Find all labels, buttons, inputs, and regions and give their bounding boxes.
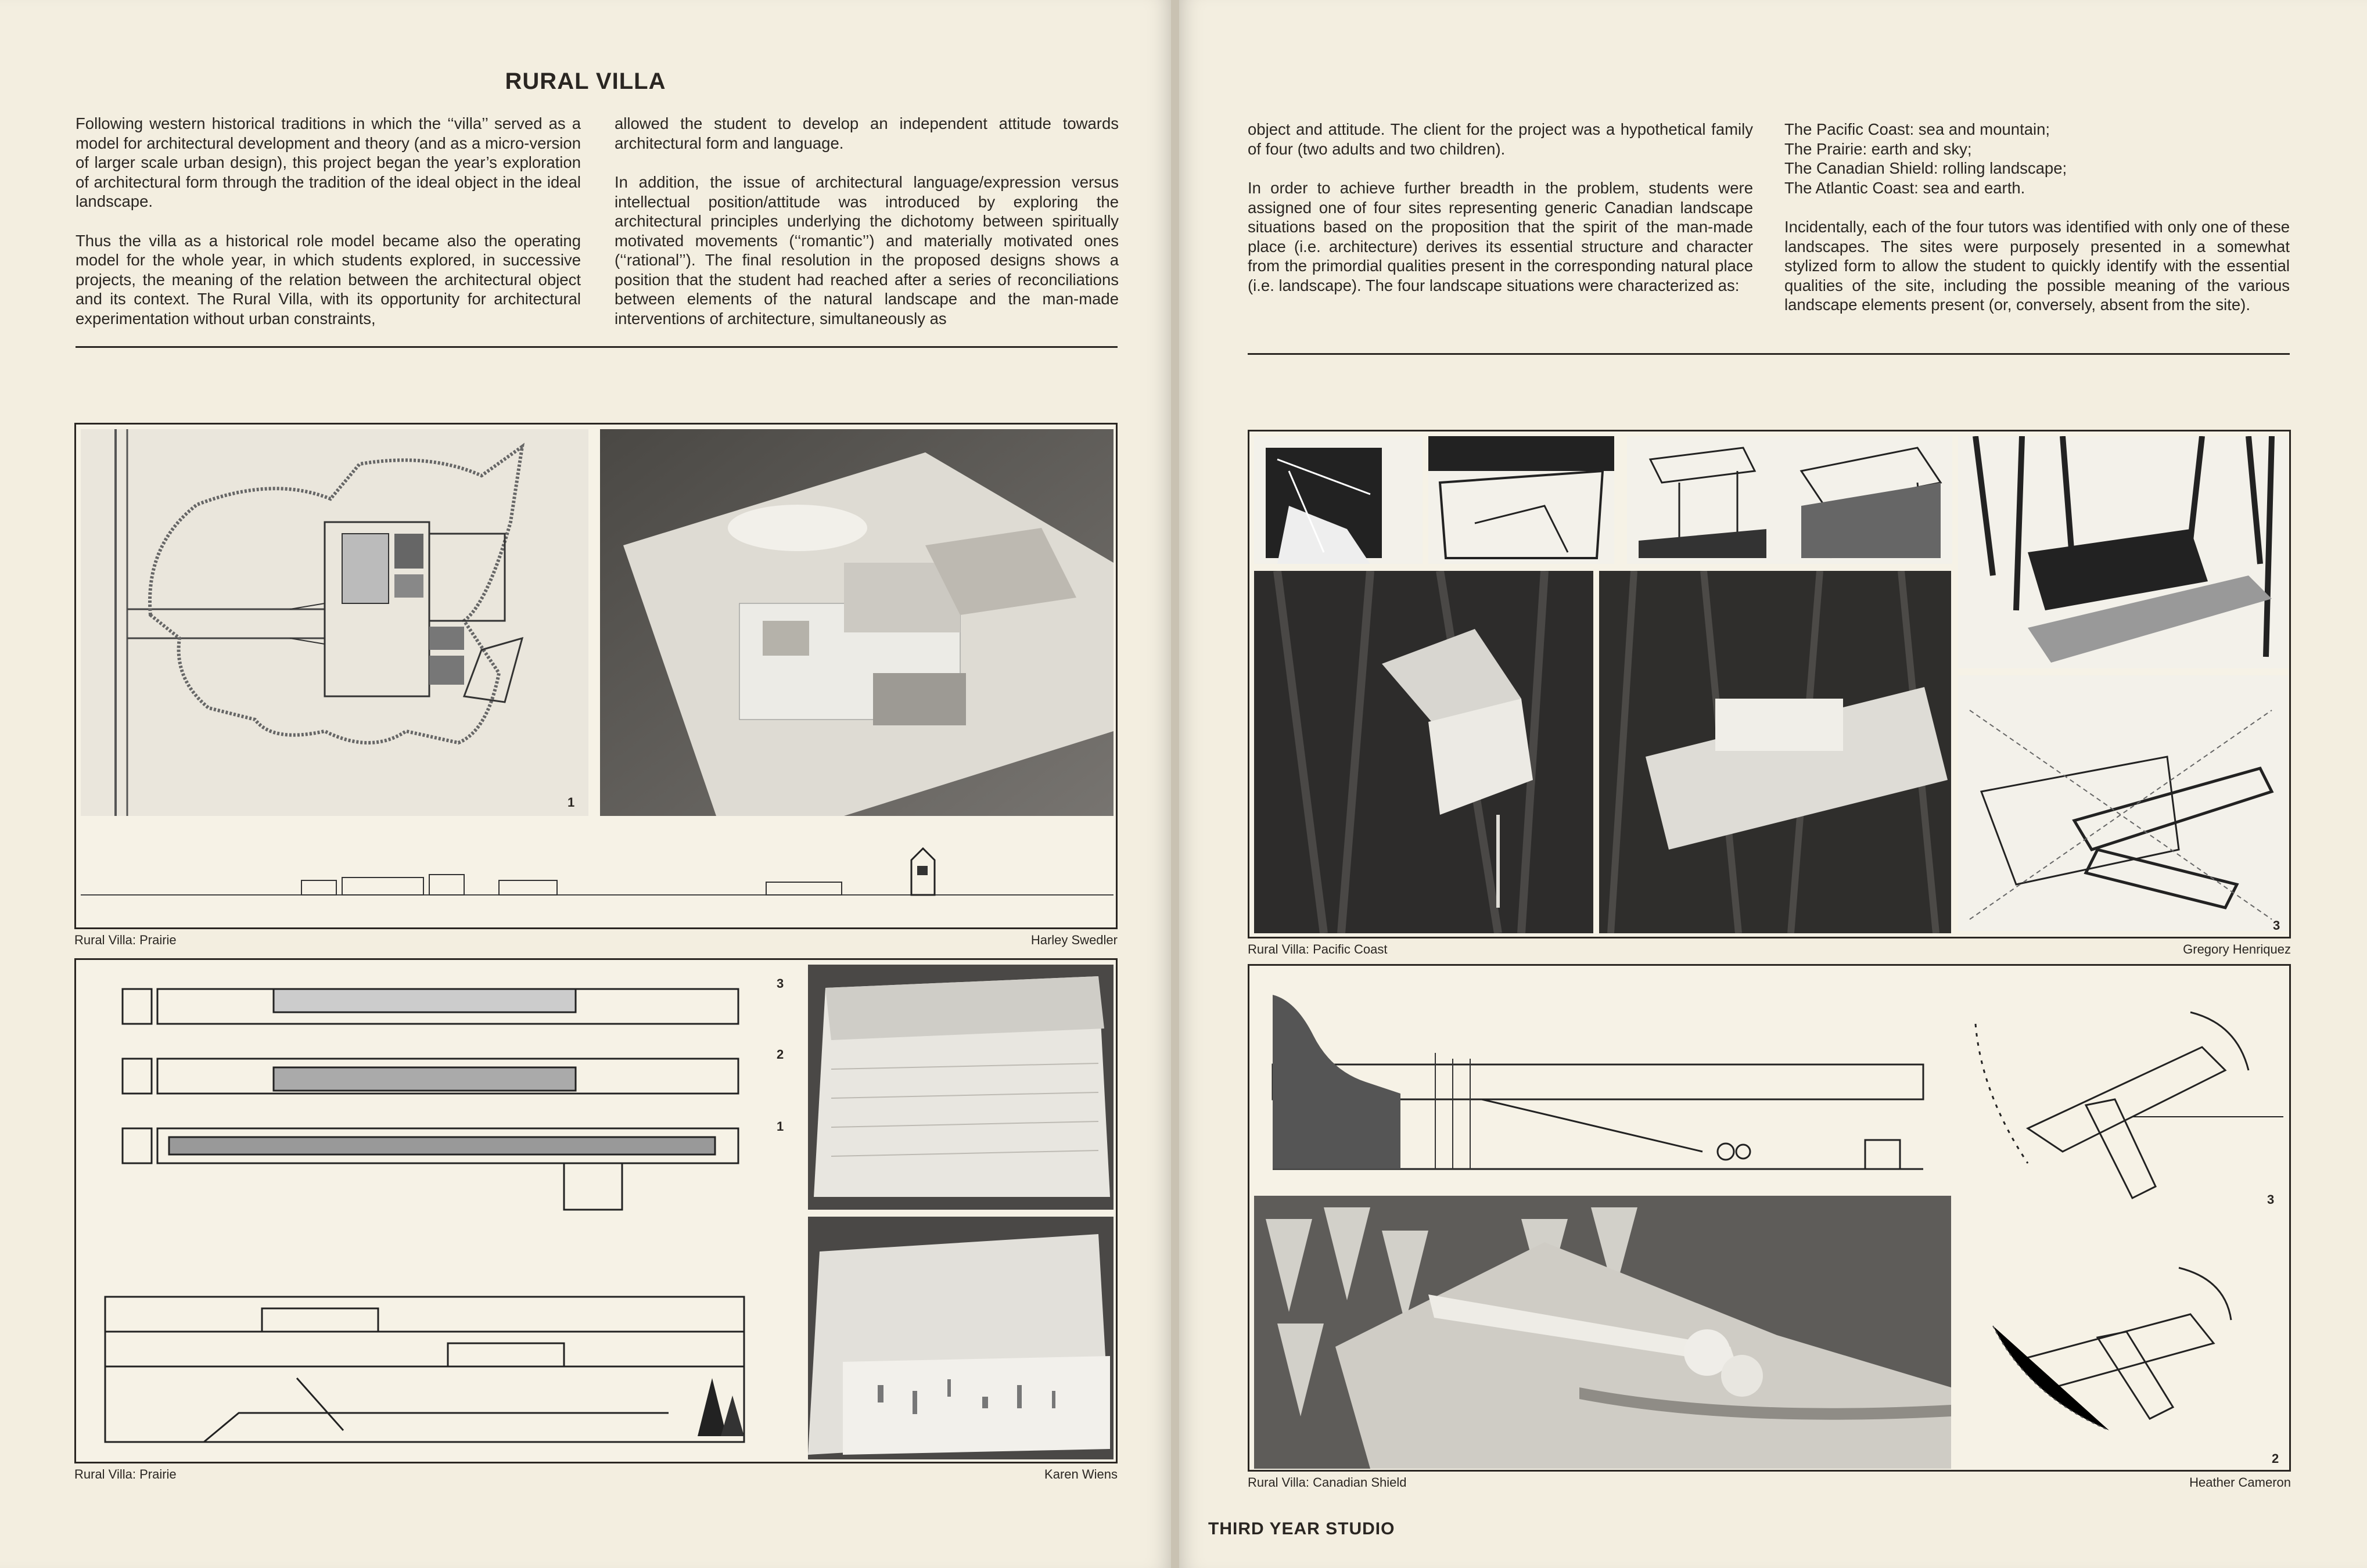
paragraph: Following western historical traditions in which the ‘‘villa’’ served as a model for architectural development and theory (and as a micro-version of larger scale urban design), this project began the year’s exploration of architectural form through the tradition of the ideal object in the ideal landscape. [76,114,581,210]
right-text-column-1 [1248,120,1753,295]
panel-prairie-wiens [74,958,1118,1463]
book-gutter [1171,0,1179,1568]
caption-author: Harley Swedler [1030,933,1118,947]
section-footer: THIRD YEAR STUDIO [1208,1519,1395,1538]
plate-number: 3 [2267,1192,2275,1207]
section-drawing-shield [1261,977,1946,1186]
plate-number: 3 [2273,918,2280,933]
caption-left: Rural Villa: Pacific Coast [1248,942,1388,956]
panel-pacific-henriquez [1248,430,2291,938]
model-photo-shield [1254,1196,1951,1469]
plan-drawing-shield-lower [1958,1245,2287,1465]
caption-author: Karen Wiens [1044,1467,1118,1481]
list-item: The Atlantic Coast: sea and earth. [1784,178,2025,197]
sketch-interior-1 [1254,436,1423,564]
caption-left: Rural Villa: Prairie [74,1467,177,1481]
model-photo-top [808,965,1114,1210]
caption-left: Rural Villa: Prairie [74,933,177,947]
paragraph: object and attitude. The client for the project was a hypothetical family of four (two adults and two children). [1248,120,1753,158]
model-photo-pacific-2 [1599,571,1951,933]
paragraph: Incidentally, each of the four tutors was identified with only one of these landscapes. The sites were purposely presented in a somewhat stylized form to allow the student to quickly identify with the essential qualities of the site, including the possible meaning of the various landscape elements present (or, conversely, absent from the site). [1784,218,2290,314]
left-text-column-2 [615,114,1119,328]
paragraph: In order to achieve further breadth in the problem, students were assigned one of four sites representing generic Canadian landscape situations based on the proposition that the spirit of the man-made place (i.e. architecture) derives its essential structure and character from the primordial qualities present in the corresponding natural place (i.e. landscape). The four landscape situations were characterized as: [1248,179,1753,294]
caption-author: Gregory Henriquez [2183,942,2291,956]
paragraph: allowed the student to develop an independent attitude towards architectural form and language. [615,114,1119,152]
list-item: The Canadian Shield: rolling landscape; [1784,159,2067,177]
left-text-rule [76,346,1118,348]
sketch-interior-2 [1428,436,1614,564]
level-number: 1 [777,1119,784,1134]
floor-plans-and-section [88,972,796,1454]
caption-left: Rural Villa: Canadian Shield [1248,1475,1407,1490]
paragraph: In addition, the issue of architectural language/expression versus intellectual position/attitude was introduced by exploring the architectural principles underlying the dichotomy between spiritually motivated movements (‘‘romantic’’) and materially motivated ones (‘‘rational’’). The final resolution in the proposed designs shows a position that the student had reached after a series of reconciliations between elements of the natural landscape and the man-made interventions of architecture, simultaneously as [615,173,1119,328]
left-text-column-1 [76,114,581,328]
list-item: The Pacific Coast: sea and mountain; [1784,120,2050,138]
right-text-column-2 [1784,120,2290,315]
list-item: The Prairie: earth and sky; [1784,139,1972,158]
level-number: 3 [777,976,784,991]
model-photo-bottom [808,1217,1114,1459]
plate-number: 1 [567,795,575,810]
panel-canadian-shield-cameron [1248,964,2291,1472]
plate-number: 2 [2272,1451,2279,1466]
panel-prairie-swedler [74,423,1118,929]
section-elevation-drawing [81,825,1114,924]
right-text-rule [1248,353,2290,355]
sketch-forest-elevation [1958,436,2288,668]
site-plan-drawing [81,429,588,816]
model-photo-pacific-1 [1254,571,1593,933]
level-number: 2 [777,1047,784,1062]
page-title: RURAL VILLA [505,69,666,94]
sketch-pavilions [1627,436,1952,564]
model-photo [600,429,1114,816]
plan-drawing-shield-upper [1958,977,2287,1210]
caption-author: Heather Cameron [2189,1475,2291,1490]
plan-drawing-pacific [1958,675,2288,931]
paragraph: Thus the villa as a historical role model became also the operating model for the whole year, in which students explored, in successive projects, the meaning of the relation between the architectural object and its context. The Rural Villa, with its opportunity for architectural experimentation without urban constraints, [76,231,581,328]
